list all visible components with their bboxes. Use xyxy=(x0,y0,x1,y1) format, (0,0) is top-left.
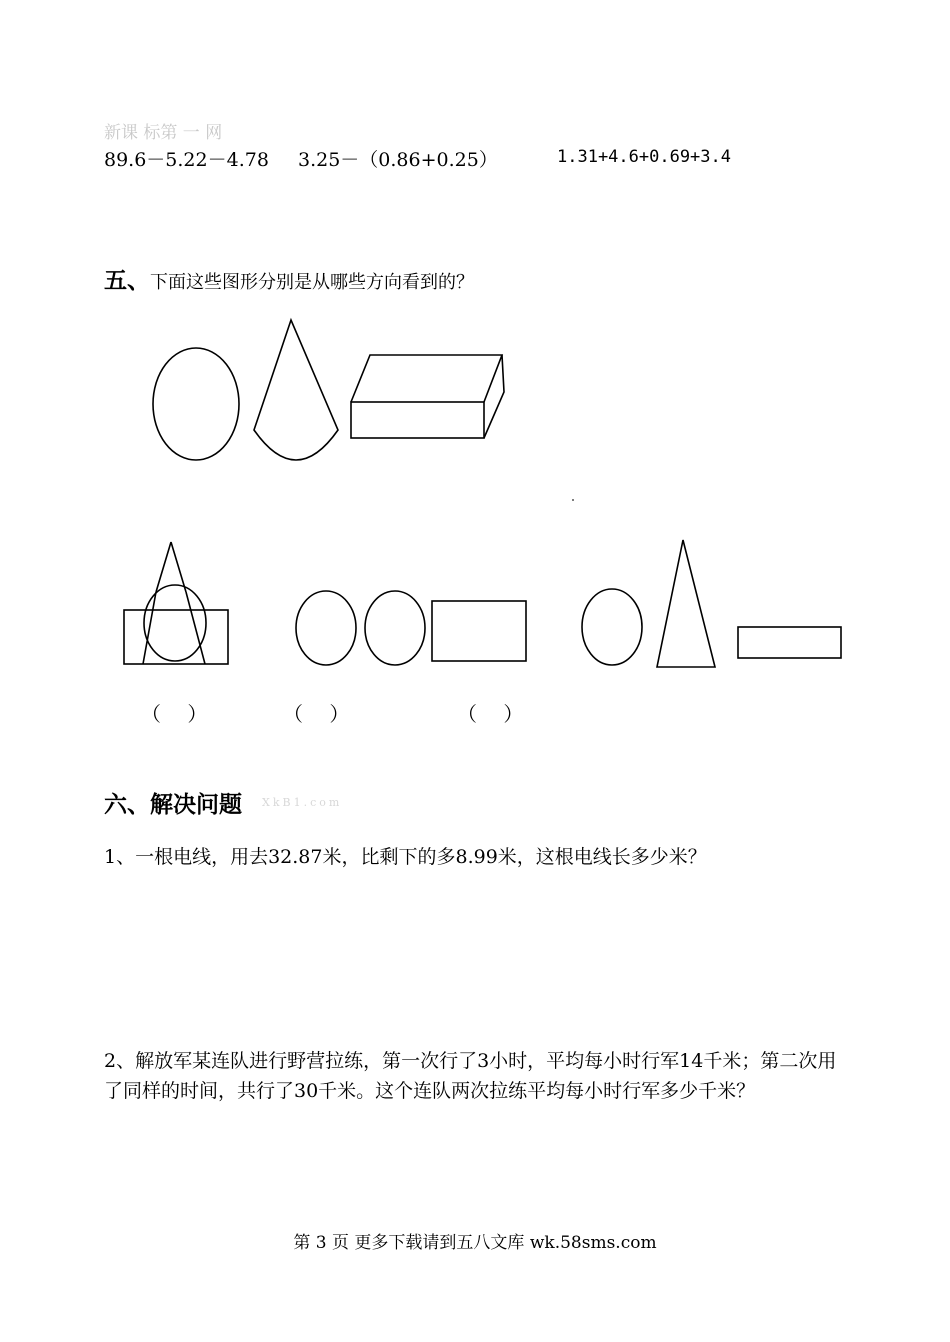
answer-blank-1[interactable]: （ ） xyxy=(141,702,208,726)
section5-question: 下面这些图形分别是从哪些方向看到的？ xyxy=(150,272,474,293)
stray-dot xyxy=(572,499,574,501)
view-group-1 xyxy=(124,542,228,664)
problem-2: 2、解放军某连队进行野营拉练，第一次行了3小时，平均每小时行军14千米；第二次用了同样的时间，共行了30千米。这个连队两次拉练平均每小时行军多少千米？ xyxy=(104,1050,837,1102)
expression-2: 3.25－（0.86+0.25） xyxy=(298,149,498,171)
watermark-text: 新课 标第 一 网 xyxy=(104,123,223,143)
view-group-3 xyxy=(582,540,841,667)
page-footer: 第 3 页 更多下载请到五八文库 wk.58sms.com xyxy=(293,1233,657,1253)
section6-title: 六、解决问题 xyxy=(104,792,242,818)
cone-shape xyxy=(254,320,338,460)
section5-number: 五、 xyxy=(104,268,150,294)
answer-blank-3[interactable]: （ ） xyxy=(457,702,524,726)
problem-1: 1、一根电线，用去32.87米，比剩下的多8.99米，这根电线长多少米？ xyxy=(104,846,707,868)
expression-3: 1.31+4.6+0.69+3.4 xyxy=(557,147,731,167)
cuboid-shape xyxy=(351,355,504,438)
expression-1: 89.6－5.22－4.78 xyxy=(104,149,269,171)
view-group-2 xyxy=(296,591,526,665)
section6-watermark: XkB1.com xyxy=(262,796,343,809)
sphere-shape xyxy=(153,348,239,460)
answer-blank-2[interactable]: （ ） xyxy=(283,702,350,726)
